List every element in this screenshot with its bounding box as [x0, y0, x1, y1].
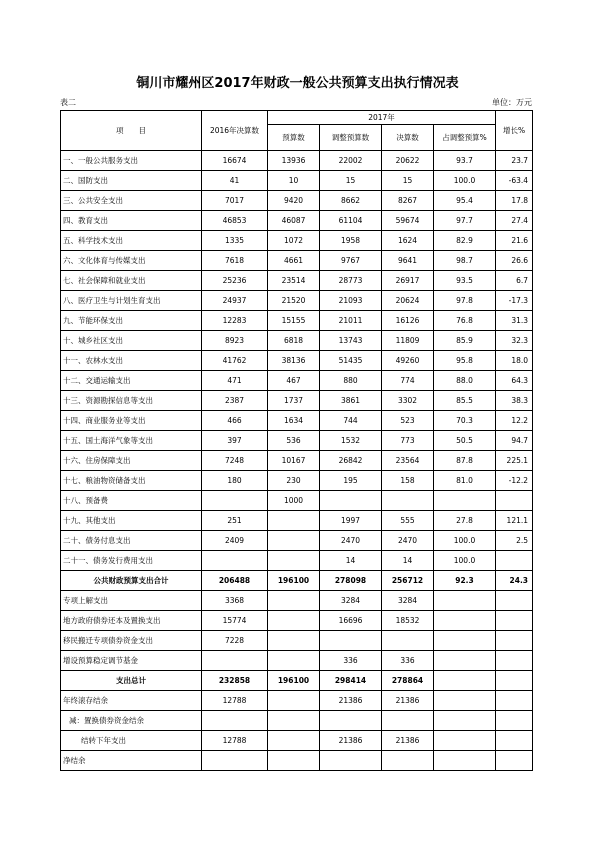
value-2016: 8923 [202, 331, 268, 351]
header-row-1 [61, 111, 533, 125]
table-row [61, 691, 533, 711]
value-growth: -17.3 [496, 291, 533, 311]
value-adjusted: 51435 [320, 351, 382, 371]
value-2016: 15774 [202, 611, 268, 631]
item-name: 十、城乡社区支出 [61, 331, 202, 351]
table-row [61, 311, 533, 331]
expenditure-table [60, 110, 533, 771]
value-2016: 12788 [202, 731, 268, 751]
value-2016: 206488 [202, 571, 268, 591]
table-row [61, 331, 533, 351]
value-final: 3284 [382, 591, 434, 611]
value-final [382, 711, 434, 731]
value-2016: 7248 [202, 451, 268, 471]
value-pct: 82.9 [434, 231, 496, 251]
value-adjusted [320, 751, 382, 771]
table-row [61, 511, 533, 531]
value-2016: 41 [202, 171, 268, 191]
value-pct: 97.8 [434, 291, 496, 311]
table-row [61, 431, 533, 451]
value-final: 49260 [382, 351, 434, 371]
value-budget: 38136 [268, 351, 320, 371]
value-adjusted: 2470 [320, 531, 382, 551]
value-final: 2470 [382, 531, 434, 551]
value-adjusted: 1532 [320, 431, 382, 451]
value-growth [496, 731, 533, 751]
value-final: 11809 [382, 331, 434, 351]
value-growth: 32.3 [496, 331, 533, 351]
page-title: 铜川市耀州区2017年财政一般公共预算支出执行情况表 [136, 76, 459, 91]
value-2016: 25236 [202, 271, 268, 291]
header-pct-of-adjusted: 占调整预算% [434, 125, 496, 151]
value-budget [268, 611, 320, 631]
value-growth [496, 611, 533, 631]
value-2016 [202, 651, 268, 671]
table-row [61, 371, 533, 391]
value-growth [496, 551, 533, 571]
value-growth [496, 631, 533, 651]
value-final: 20622 [382, 151, 434, 171]
item-name: 年终滚存结余 [61, 691, 202, 711]
value-adjusted: 278098 [320, 571, 382, 591]
value-growth: 26.6 [496, 251, 533, 271]
table-row [61, 471, 533, 491]
value-2016: 24937 [202, 291, 268, 311]
value-growth: 64.3 [496, 371, 533, 391]
table-row [61, 211, 533, 231]
table-row [61, 251, 533, 271]
value-growth: 225.1 [496, 451, 533, 471]
value-pct: 100.0 [434, 531, 496, 551]
value-final: 20624 [382, 291, 434, 311]
value-budget: 46087 [268, 211, 320, 231]
value-final: 26917 [382, 271, 434, 291]
value-adjusted: 21386 [320, 731, 382, 751]
table-row [61, 171, 533, 191]
table-row [61, 751, 533, 771]
value-2016: 397 [202, 431, 268, 451]
value-adjusted: 8662 [320, 191, 382, 211]
value-adjusted: 9767 [320, 251, 382, 271]
value-growth: 12.2 [496, 411, 533, 431]
value-2016 [202, 751, 268, 771]
value-budget: 196100 [268, 671, 320, 691]
header-2017: 2017年 [268, 111, 496, 125]
value-2016 [202, 551, 268, 571]
item-name: 结转下年支出 [61, 731, 202, 751]
value-final: 256712 [382, 571, 434, 591]
value-budget [268, 691, 320, 711]
value-growth: 18.0 [496, 351, 533, 371]
item-name: 十九、其他支出 [61, 511, 202, 531]
value-final: 14 [382, 551, 434, 571]
table-row [61, 631, 533, 651]
value-growth [496, 591, 533, 611]
value-pct [434, 611, 496, 631]
item-name: 十三、资源勘探信息等支出 [61, 391, 202, 411]
value-pct [434, 671, 496, 691]
value-pct: 93.7 [434, 151, 496, 171]
value-budget: 536 [268, 431, 320, 451]
table-row [61, 651, 533, 671]
item-name: 六、文化体育与传媒支出 [61, 251, 202, 271]
value-final: 774 [382, 371, 434, 391]
value-final: 21386 [382, 731, 434, 751]
value-2016 [202, 491, 268, 511]
value-pct: 95.8 [434, 351, 496, 371]
value-budget: 1737 [268, 391, 320, 411]
value-2016: 2387 [202, 391, 268, 411]
value-pct [434, 651, 496, 671]
value-pct: 87.8 [434, 451, 496, 471]
header-growth: 增长% [496, 111, 533, 151]
value-budget [268, 711, 320, 731]
value-growth: 94.7 [496, 431, 533, 451]
value-adjusted: 195 [320, 471, 382, 491]
table-row [61, 711, 533, 731]
value-pct [434, 491, 496, 511]
value-growth: 6.7 [496, 271, 533, 291]
value-budget: 13936 [268, 151, 320, 171]
value-2016: 251 [202, 511, 268, 531]
value-adjusted: 298414 [320, 671, 382, 691]
value-adjusted: 16696 [320, 611, 382, 631]
value-budget: 1000 [268, 491, 320, 511]
value-growth: 38.3 [496, 391, 533, 411]
value-pct [434, 631, 496, 651]
table-label: 表二 [60, 98, 76, 107]
value-growth: 17.8 [496, 191, 533, 211]
value-growth: 31.3 [496, 311, 533, 331]
item-name: 十一、农林水支出 [61, 351, 202, 371]
value-final: 16126 [382, 311, 434, 331]
item-name: 二十、债务付息支出 [61, 531, 202, 551]
item-name: 公共财政预算支出合计 [61, 571, 202, 591]
value-pct: 100.0 [434, 171, 496, 191]
value-2016: 466 [202, 411, 268, 431]
value-growth: 21.6 [496, 231, 533, 251]
value-adjusted: 21386 [320, 691, 382, 711]
value-pct: 93.5 [434, 271, 496, 291]
item-name: 一、一般公共服务支出 [61, 151, 202, 171]
value-pct: 85.5 [434, 391, 496, 411]
value-adjusted: 1997 [320, 511, 382, 531]
table-row [61, 491, 533, 511]
value-pct [434, 731, 496, 751]
item-name: 二十一、债务发行费用支出 [61, 551, 202, 571]
value-2016: 3368 [202, 591, 268, 611]
item-name: 十二、交通运输支出 [61, 371, 202, 391]
value-growth [496, 711, 533, 731]
value-pct: 95.4 [434, 191, 496, 211]
value-growth [496, 671, 533, 691]
value-pct: 81.0 [434, 471, 496, 491]
item-name: 增设预算稳定调节基金 [61, 651, 202, 671]
table-row [61, 411, 533, 431]
value-budget: 15155 [268, 311, 320, 331]
value-pct: 100.0 [434, 551, 496, 571]
item-name: 九、节能环保支出 [61, 311, 202, 331]
value-pct: 88.0 [434, 371, 496, 391]
table-row [61, 551, 533, 571]
value-growth: 23.7 [496, 151, 533, 171]
value-budget: 21520 [268, 291, 320, 311]
value-final: 8267 [382, 191, 434, 211]
value-budget [268, 531, 320, 551]
value-2016 [202, 711, 268, 731]
item-name: 七、社会保障和就业支出 [61, 271, 202, 291]
value-2016: 1335 [202, 231, 268, 251]
value-growth [496, 651, 533, 671]
header-adjusted-budget: 调整预算数 [320, 125, 382, 151]
value-budget [268, 631, 320, 651]
table-row [61, 391, 533, 411]
value-final: 773 [382, 431, 434, 451]
value-final: 336 [382, 651, 434, 671]
table-row [61, 271, 533, 291]
value-adjusted: 14 [320, 551, 382, 571]
value-2016: 7618 [202, 251, 268, 271]
value-final: 1624 [382, 231, 434, 251]
value-final: 555 [382, 511, 434, 531]
header-2016-final: 2016年决算数 [202, 111, 268, 151]
value-adjusted: 744 [320, 411, 382, 431]
header-item: 项 目 [61, 111, 202, 151]
value-growth [496, 751, 533, 771]
item-name: 十七、粮油物资储备支出 [61, 471, 202, 491]
value-final: 21386 [382, 691, 434, 711]
value-pct: 85.9 [434, 331, 496, 351]
value-budget [268, 591, 320, 611]
item-name: 五、科学技术支出 [61, 231, 202, 251]
item-name: 二、国防支出 [61, 171, 202, 191]
value-2016: 180 [202, 471, 268, 491]
item-name: 专项上解支出 [61, 591, 202, 611]
value-budget: 10167 [268, 451, 320, 471]
value-adjusted [320, 711, 382, 731]
table-row [61, 671, 533, 691]
value-budget: 10 [268, 171, 320, 191]
item-name: 十四、商业服务业等支出 [61, 411, 202, 431]
value-growth: -63.4 [496, 171, 533, 191]
value-adjusted: 21093 [320, 291, 382, 311]
item-name: 移民搬迁专项债券资金支出 [61, 631, 202, 651]
value-budget: 196100 [268, 571, 320, 591]
table-row [61, 351, 533, 371]
item-name: 减：置换债券资金结余 [61, 711, 202, 731]
value-budget: 467 [268, 371, 320, 391]
value-budget [268, 751, 320, 771]
value-2016: 16674 [202, 151, 268, 171]
value-final: 15 [382, 171, 434, 191]
value-budget: 23514 [268, 271, 320, 291]
table-row [61, 291, 533, 311]
value-pct: 50.5 [434, 431, 496, 451]
table-row [61, 571, 533, 591]
value-adjusted: 3284 [320, 591, 382, 611]
value-2016: 12788 [202, 691, 268, 711]
value-final: 523 [382, 411, 434, 431]
value-budget [268, 651, 320, 671]
table-row [61, 151, 533, 171]
value-final: 23564 [382, 451, 434, 471]
value-budget [268, 731, 320, 751]
unit-label: 单位：万元 [492, 98, 532, 107]
value-budget: 4661 [268, 251, 320, 271]
value-pct: 27.8 [434, 511, 496, 531]
value-adjusted: 28773 [320, 271, 382, 291]
value-adjusted: 15 [320, 171, 382, 191]
value-pct: 76.8 [434, 311, 496, 331]
value-budget [268, 511, 320, 531]
value-adjusted: 13743 [320, 331, 382, 351]
table-row [61, 731, 533, 751]
item-name: 支出总计 [61, 671, 202, 691]
value-pct [434, 591, 496, 611]
table-row [61, 451, 533, 471]
value-2016: 2409 [202, 531, 268, 551]
item-name: 十八、预备费 [61, 491, 202, 511]
value-adjusted: 3861 [320, 391, 382, 411]
value-final [382, 751, 434, 771]
value-pct [434, 711, 496, 731]
value-growth: -12.2 [496, 471, 533, 491]
value-growth [496, 691, 533, 711]
value-adjusted: 22002 [320, 151, 382, 171]
item-name: 净结余 [61, 751, 202, 771]
value-adjusted: 26842 [320, 451, 382, 471]
value-2016: 7017 [202, 191, 268, 211]
item-name: 八、医疗卫生与计划生育支出 [61, 291, 202, 311]
header-budget: 预算数 [268, 125, 320, 151]
header-final: 决算数 [382, 125, 434, 151]
table-row [61, 591, 533, 611]
value-2016: 232858 [202, 671, 268, 691]
value-final [382, 491, 434, 511]
value-final: 59674 [382, 211, 434, 231]
value-2016: 471 [202, 371, 268, 391]
value-pct: 70.3 [434, 411, 496, 431]
table-row [61, 611, 533, 631]
value-final: 9641 [382, 251, 434, 271]
value-adjusted: 880 [320, 371, 382, 391]
value-pct: 98.7 [434, 251, 496, 271]
item-name: 四、教育支出 [61, 211, 202, 231]
item-name: 十五、国土海洋气象等支出 [61, 431, 202, 451]
value-2016: 12283 [202, 311, 268, 331]
value-budget: 230 [268, 471, 320, 491]
value-final: 18532 [382, 611, 434, 631]
item-name: 十六、住房保障支出 [61, 451, 202, 471]
value-adjusted: 21011 [320, 311, 382, 331]
value-budget: 1634 [268, 411, 320, 431]
value-2016: 7228 [202, 631, 268, 651]
value-growth: 27.4 [496, 211, 533, 231]
value-adjusted [320, 491, 382, 511]
value-pct [434, 691, 496, 711]
item-name: 三、公共安全支出 [61, 191, 202, 211]
value-adjusted: 1958 [320, 231, 382, 251]
value-adjusted: 61104 [320, 211, 382, 231]
value-pct: 92.3 [434, 571, 496, 591]
value-adjusted [320, 631, 382, 651]
value-pct [434, 751, 496, 771]
table-row [61, 231, 533, 251]
item-name: 地方政府债券还本及置换支出 [61, 611, 202, 631]
value-final: 278864 [382, 671, 434, 691]
table-row [61, 191, 533, 211]
value-pct: 97.7 [434, 211, 496, 231]
value-budget: 6818 [268, 331, 320, 351]
value-adjusted: 336 [320, 651, 382, 671]
value-growth: 121.1 [496, 511, 533, 531]
value-2016: 46853 [202, 211, 268, 231]
value-budget [268, 551, 320, 571]
value-growth: 2.5 [496, 531, 533, 551]
value-final: 158 [382, 471, 434, 491]
value-2016: 41762 [202, 351, 268, 371]
value-budget: 1072 [268, 231, 320, 251]
value-final: 3302 [382, 391, 434, 411]
value-growth [496, 491, 533, 511]
table-row [61, 531, 533, 551]
value-budget: 9420 [268, 191, 320, 211]
value-final [382, 631, 434, 651]
value-growth: 24.3 [496, 571, 533, 591]
